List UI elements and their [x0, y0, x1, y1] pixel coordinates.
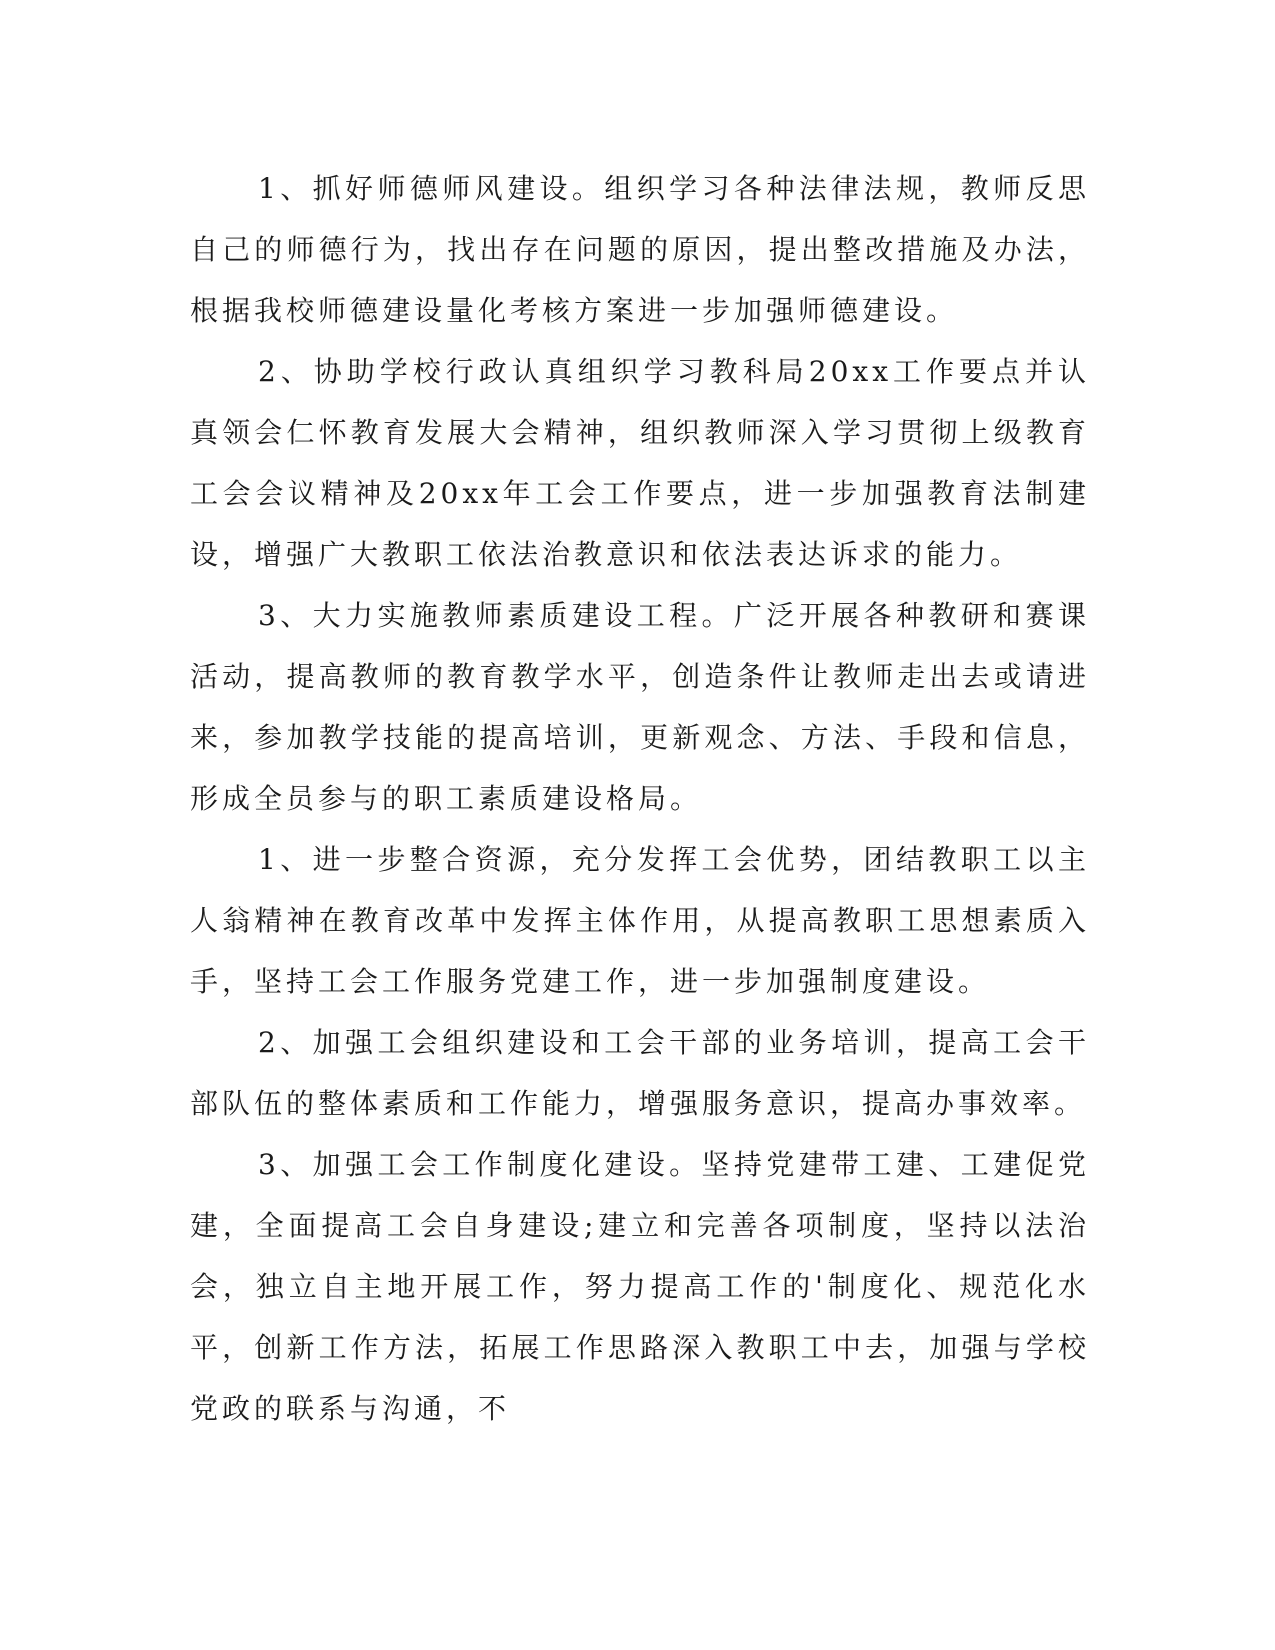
paragraph-3: 3、大力实施教师素质建设工程。广泛开展各种教研和赛课活动，提高教师的教育教学水平，创造条件让教师走出去或请进来，参加教学技能的提高培训，更新观念、方法、手段和信息，形成全员参与的职工素质建设格局。	[190, 599, 1090, 815]
paragraph-1: 1、抓好师德师风建设。组织学习各种法律法规，教师反思自己的师德行为，找出存在问题的原因，提出整改措施及办法，根据我校师德建设量化考核方案进一步加强师德建设。	[190, 172, 1090, 327]
paragraph-5: 2、加强工会组织建设和工会干部的业务培训，提高工会干部队伍的整体素质和工作能力，增强服务意识，提高办事效率。	[190, 1026, 1090, 1120]
paragraph-4: 1、进一步整合资源，充分发挥工会优势，团结教职工以主人翁精神在教育改革中发挥主体作用，从提高教职工思想素质入手，坚持工会工作服务党建工作，进一步加强制度建设。	[190, 843, 1090, 998]
paragraph-2: 2、协助学校行政认真组织学习教科局20xx工作要点并认真领会仁怀教育发展大会精神，组织教师深入学习贯彻上级教育工会会议精神及20xx年工会工作要点，进一步加强教育法制建设，增强广大教职工依法治教意识和依法表达诉求的能力。	[190, 355, 1090, 571]
document-body	[190, 158, 1090, 1439]
paragraph-6: 3、加强工会工作制度化建设。坚持党建带工建、工建促党建，全面提高工会自身建设;建立和完善各项制度，坚持以法治会，独立自主地开展工作，努力提高工作的'制度化、规范化水平，创新工作方法，拓展工作思路深入教职工中去，加强与学校党政的联系与沟通，不	[190, 1148, 1090, 1425]
